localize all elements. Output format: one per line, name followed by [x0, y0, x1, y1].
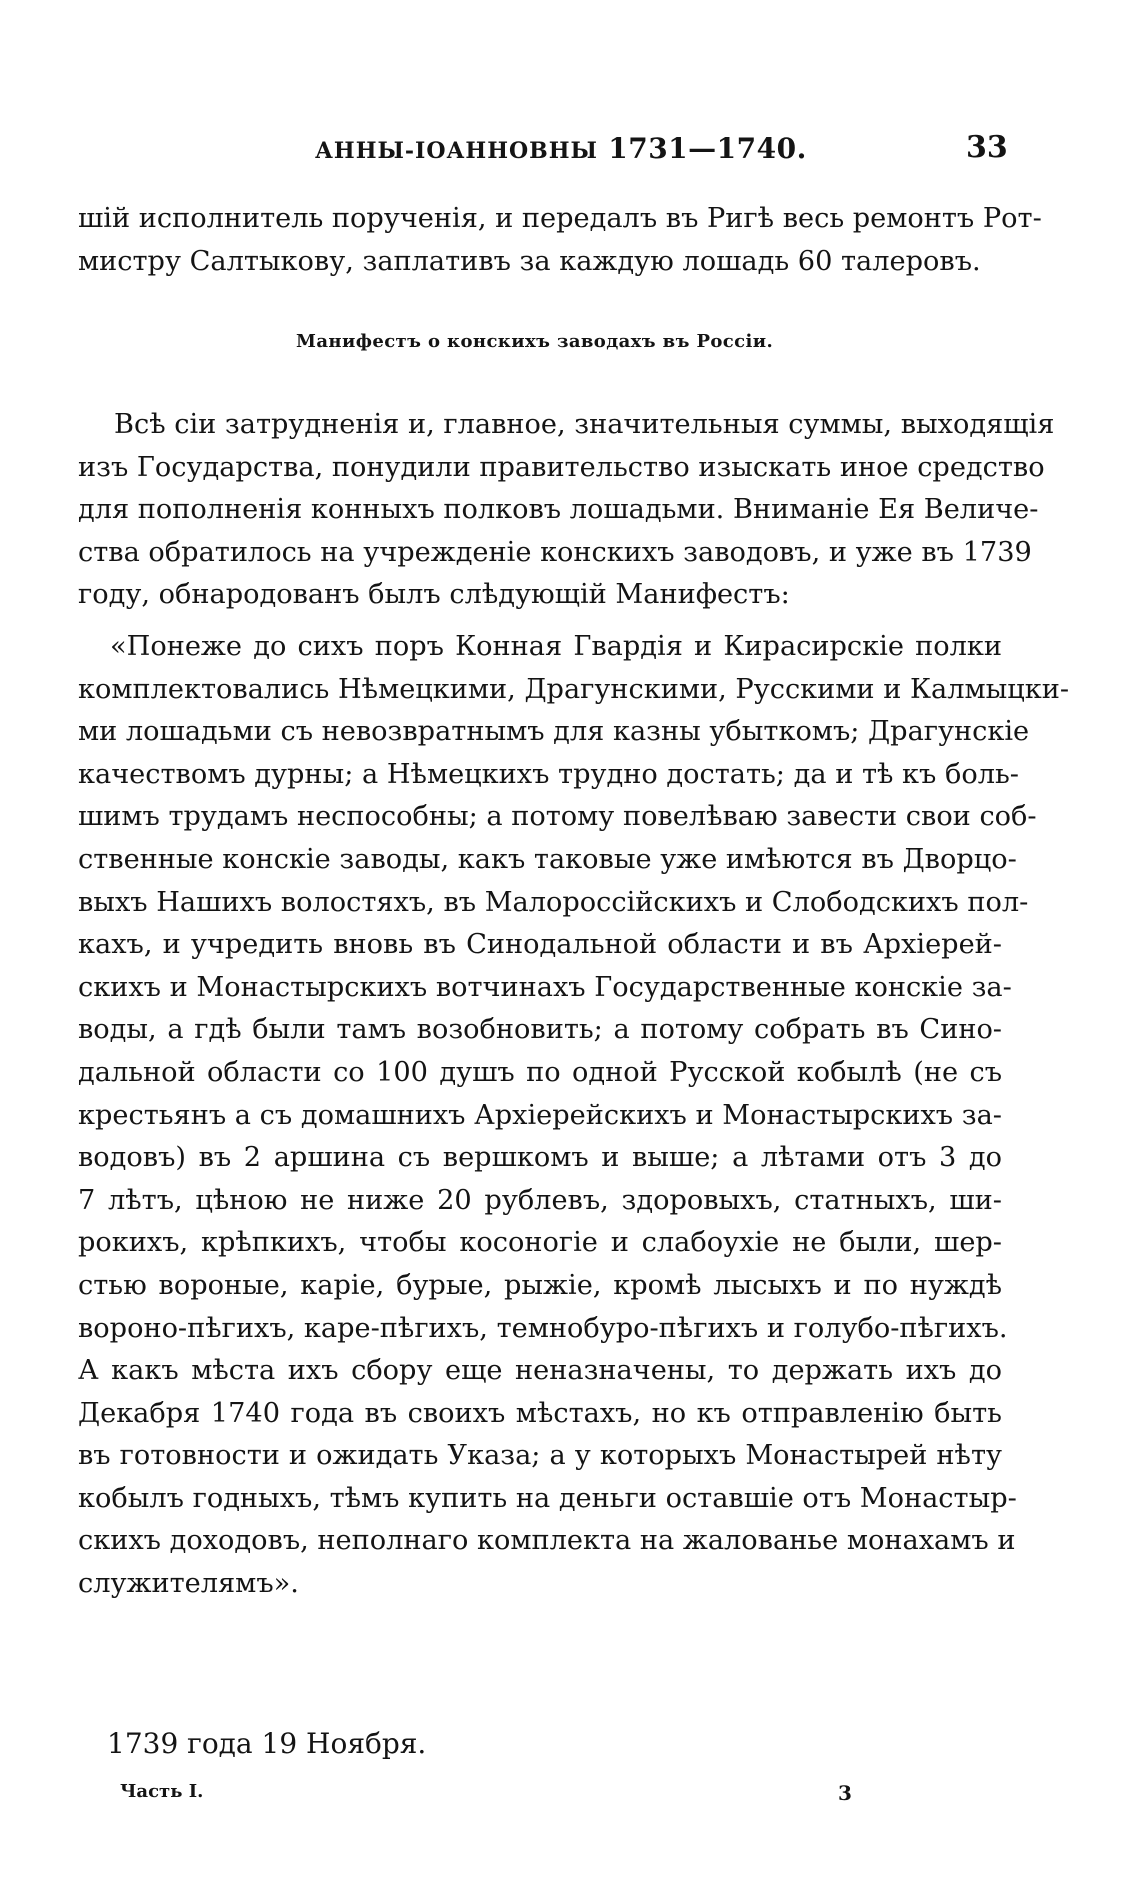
text-line: въ готовности и ожидать Указа; а у которыхъ Монастырей нѣту: [78, 1440, 1002, 1472]
signature-mark: Часть I.: [120, 1781, 204, 1802]
text-line: комплектовались Нѣмецкими, Драгунскими, Русскими и Калмыцки-: [78, 673, 1070, 705]
text-line: крестьянъ а съ домашнихъ Архіерейскихъ и Монастырскихъ за-: [78, 1099, 1002, 1131]
text-line: мистру Салтыкову, заплативъ за каждую лошадь 60 талеровъ.: [78, 245, 981, 277]
text-line: ственные конскіе заводы, какъ таковые уже имѣются въ Дворцо-: [78, 843, 1017, 875]
text-line: качествомъ дурны; а Нѣмецкихъ трудно достать; да и тѣ къ боль-: [78, 758, 1019, 790]
running-title-years: 1731—1740.: [608, 132, 807, 165]
text-line: стью вороные, каріе, бурые, рыжіе, кромѣ лысыхъ и по нуждѣ: [78, 1269, 1002, 1301]
text-line: дальной области со 100 душъ по одной Русской кобылѣ (не съ: [78, 1056, 1002, 1088]
manifest-date: 1739 года 19 Ноября.: [107, 1727, 427, 1760]
manifest-paragraph: [78, 626, 1070, 1606]
text-line: кахъ, и учредить вновь въ Синодальной области и въ Архіерей-: [78, 929, 1002, 961]
text-line: скихъ доходовъ, неполнаго комплекта на жалованье монахамъ и: [78, 1525, 1016, 1557]
text-line: воды, а гдѣ были тамъ возобновить; а потому собрать въ Сино-: [78, 1014, 1002, 1046]
text-line: году, обнародованъ былъ слѣдующій Манифестъ:: [78, 579, 790, 611]
text-line: водовъ) въ 2 аршина съ вершкомъ и выше; а лѣтами отъ 3 до: [78, 1142, 1002, 1174]
text-line: А какъ мѣста ихъ сбору еще неназначены, то держать ихъ до: [78, 1355, 1002, 1387]
signature-number: 3: [838, 1781, 852, 1805]
text-line: рокихъ, крѣпкихъ, чтобы косоногіе и слабоухіе не были, шер-: [78, 1227, 1002, 1259]
text-line: Декабря 1740 года въ своихъ мѣстахъ, но къ отправленію быть: [78, 1397, 1002, 1429]
text-line: 7 лѣтъ, цѣною не ниже 20 рублевъ, здоровыхъ, статныхъ, ши-: [78, 1184, 1002, 1216]
section-heading: Манифестъ о конскихъ заводахъ въ Россіи.: [296, 331, 774, 352]
text-line: изъ Государства, понудили правительство изыскать иное средство: [78, 451, 1045, 483]
text-line: скихъ и Монастырскихъ вотчинахъ Государственные конскіе за-: [78, 971, 1012, 1003]
text-line: ства обратилось на учрежденіе конскихъ заводовъ, и уже въ 1739: [78, 536, 1032, 568]
text-line: для пополненія конныхъ полковъ лошадьми. Вниманіе Ея Величе-: [78, 494, 1039, 526]
running-title-name: АННЫ-ІОАННОВНЫ: [315, 138, 598, 164]
text-line: кобылъ годныхъ, тѣмъ купить на деньги оставшіе отъ Монастыр-: [78, 1482, 1017, 1514]
text-line: Всѣ сіи затрудненія и, главное, значительныя суммы, выходящія: [114, 409, 1055, 440]
text-line: «Понеже до сихъ поръ Конная Гвардія и Кирасирскіе полки: [110, 631, 1002, 662]
text-line: ми лошадьми съ невозвратнымъ для казны убыткомъ; Драгунскіе: [78, 716, 1030, 748]
text-line: шимъ трудамъ неспособны; а потому повелѣваю завести свои соб-: [78, 801, 1037, 833]
text-line: выхъ Нашихъ волостяхъ, въ Малороссійскихъ и Слободскихъ пол-: [78, 886, 1029, 918]
text-line: служителямъ».: [78, 1568, 299, 1600]
page-number: 33: [966, 130, 1008, 165]
text-line: шій исполнитель порученія, и передалъ въ Ригѣ весь ремонтъ Рот-: [78, 203, 1042, 234]
running-head: [315, 132, 807, 165]
intro-paragraph: [78, 404, 1055, 617]
carryover-paragraph: [78, 198, 1042, 283]
text-line: вороно-пѣгихъ, каре-пѣгихъ, темнобуро-пѣгихъ и голубо-пѣгихъ.: [78, 1312, 1008, 1344]
